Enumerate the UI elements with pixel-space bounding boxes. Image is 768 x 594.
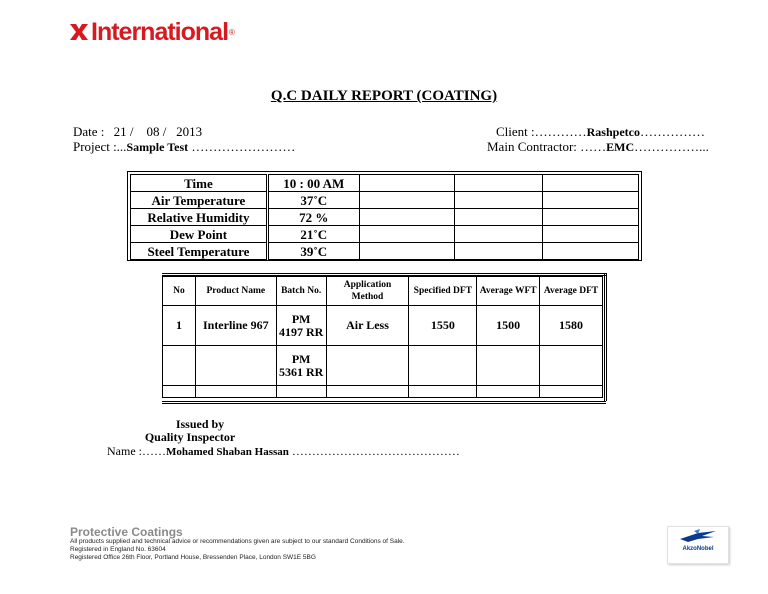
inspector-name: Mohamed Shaban Hassan <box>166 446 289 458</box>
condition-label: Dew Point <box>131 226 268 243</box>
condition-row <box>131 209 639 226</box>
project-value: Sample Test <box>126 140 189 154</box>
condition-label: Steel Temperature <box>131 243 268 260</box>
date-line <box>73 124 202 140</box>
client-line <box>496 124 705 140</box>
project-label: Project :... <box>73 139 127 154</box>
condition-value: 37˚C <box>267 192 359 209</box>
logo-text: International <box>91 18 229 46</box>
empty-cell <box>543 243 639 260</box>
empty-cell <box>455 209 543 226</box>
name-label: Name :…… <box>107 444 166 458</box>
empty-cell <box>359 192 455 209</box>
name-dots: …………………………………… <box>288 444 460 458</box>
condition-value: 39˚C <box>267 243 359 260</box>
row-specified-dft <box>409 346 477 386</box>
empty-cell <box>543 192 639 209</box>
logo-registered-mark: ® <box>229 27 235 37</box>
condition-row <box>131 192 639 209</box>
table-right-rule <box>604 273 607 401</box>
contractor-line <box>487 139 709 155</box>
row-average-dft: 1580 <box>540 306 603 346</box>
row-batch-no: PM 4197 RR <box>276 306 326 346</box>
empty-cell <box>455 226 543 243</box>
footer-registration: Registered in England No. 63604 <box>70 546 166 553</box>
table-row <box>163 346 603 386</box>
empty-cell <box>477 386 540 398</box>
condition-row <box>131 226 639 243</box>
condition-value: 72 % <box>267 209 359 226</box>
akzonobel-logo <box>667 526 729 564</box>
akzonobel-figure-icon <box>668 527 728 547</box>
row-product-name <box>195 346 276 386</box>
project-line <box>73 139 295 155</box>
row-average-wft: 1500 <box>477 306 540 346</box>
row-product-name: Interline 967 <box>195 306 276 346</box>
column-header: Batch No. <box>276 277 326 306</box>
row-no <box>163 346 196 386</box>
report-title: Q.C DAILY REPORT (COATING) <box>270 88 498 104</box>
empty-cell <box>195 386 276 398</box>
inspector-name-line <box>107 444 460 459</box>
condition-value: 21˚C <box>267 226 359 243</box>
akzonobel-text: AkzoNobel <box>682 546 714 552</box>
project-dots: …………………… <box>188 139 296 154</box>
table-row <box>163 306 603 346</box>
table-row-empty <box>163 386 603 398</box>
client-value: Rashpetco <box>586 125 640 139</box>
column-header: Specified DFT <box>409 277 477 306</box>
empty-cell <box>455 243 543 260</box>
empty-cell <box>359 175 455 192</box>
empty-cell <box>359 226 455 243</box>
row-specified-dft: 1550 <box>409 306 477 346</box>
footer-title: Protective Coatings <box>70 525 183 539</box>
row-application-method: Air Less <box>326 306 409 346</box>
row-application-method <box>326 346 409 386</box>
client-dots: …………… <box>639 124 705 139</box>
row-batch-no: PM 5361 RR <box>276 346 326 386</box>
empty-cell <box>359 209 455 226</box>
table-bottom-rule <box>162 401 606 404</box>
row-no: 1 <box>163 306 196 346</box>
contractor-label: Main Contractor: …… <box>487 139 607 154</box>
condition-row <box>131 175 639 192</box>
x-mark-icon <box>68 21 90 43</box>
date-value: 21 / 08 / 2013 <box>113 124 203 139</box>
empty-cell <box>540 386 603 398</box>
contractor-value: EMC <box>606 140 635 154</box>
condition-label: Air Temperature <box>131 192 268 209</box>
footer-address: Registered Office 26th Floor, Portland House, Bressenden Place, London SW1E 5BG <box>70 554 316 561</box>
empty-cell <box>163 386 196 398</box>
empty-cell <box>409 386 477 398</box>
column-header: Product Name <box>195 277 276 306</box>
table-header-row <box>163 277 603 306</box>
column-header: Application Method <box>326 277 409 306</box>
client-label: Client :………… <box>496 124 587 139</box>
empty-cell <box>543 175 639 192</box>
contractor-dots: ……………... <box>634 139 709 154</box>
date-label: Date : <box>73 124 105 139</box>
condition-label: Relative Humidity <box>131 209 268 226</box>
empty-cell <box>359 243 455 260</box>
empty-cell <box>543 209 639 226</box>
column-header: Average WFT <box>477 277 540 306</box>
condition-row <box>131 243 639 260</box>
row-average-dft <box>540 346 603 386</box>
issued-by: Issued by <box>175 417 225 431</box>
empty-cell <box>455 192 543 209</box>
condition-value: 10 : 00 AM <box>267 175 359 192</box>
empty-cell <box>543 226 639 243</box>
empty-cell <box>276 386 326 398</box>
row-average-wft <box>477 346 540 386</box>
empty-cell <box>455 175 543 192</box>
column-header: Average DFT <box>540 277 603 306</box>
footer-terms: All products supplied and technical advice or recommendations given are subject to our standard Conditions of Sale. <box>70 538 405 545</box>
empty-cell <box>326 386 409 398</box>
inspector-role: Quality Inspector <box>144 430 236 444</box>
products-table <box>162 273 607 401</box>
condition-label: Time <box>131 175 268 192</box>
international-logo <box>68 18 235 46</box>
conditions-table <box>127 171 642 261</box>
column-header: No <box>163 277 196 306</box>
